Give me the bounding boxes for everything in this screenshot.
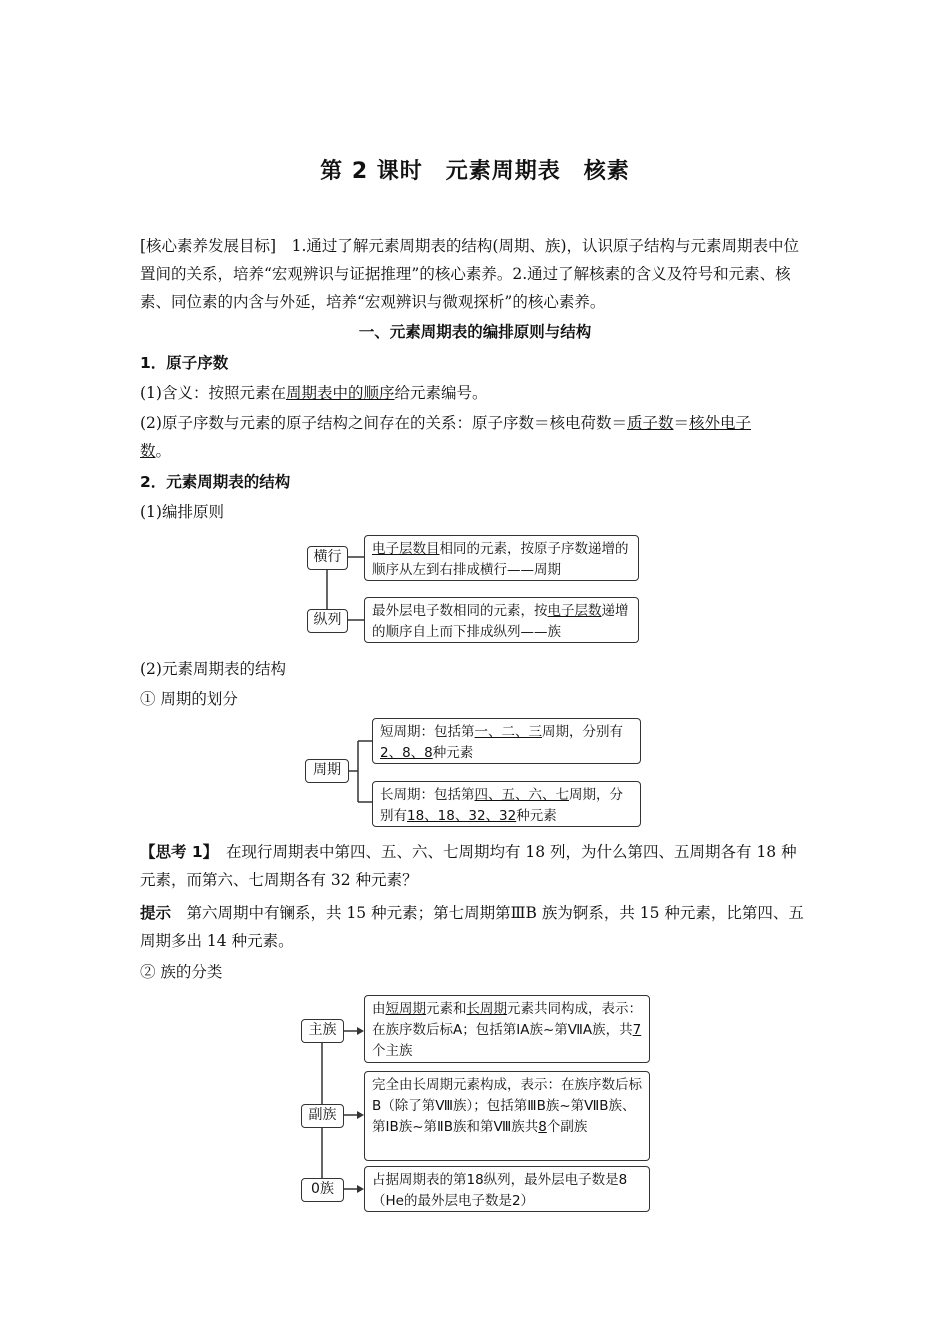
main-text: 由: [372, 1001, 386, 1017]
relation-period: 。: [155, 442, 172, 460]
core-goals-tag: [核心素养发展目标]: [140, 237, 277, 255]
short-counts-underlined: 2、8、8: [380, 745, 433, 761]
long-counts-underlined: 18、18、32、32: [407, 808, 517, 824]
hint-tag: 提示: [140, 904, 172, 922]
section-heading: 一、元素周期表的编排原则与结构: [358, 323, 592, 341]
relation-equals: ＝: [673, 414, 689, 432]
sub-text-end: 个副族: [546, 1119, 588, 1135]
table-structure-heading: 2．元素周期表的结构: [140, 473, 291, 491]
think-tag: 【思考 1】: [140, 843, 211, 861]
long-text: 长周期：包括第: [380, 787, 475, 803]
sub-group-box: [364, 1071, 650, 1161]
col-text: 最外层电子数相同的元素，按: [372, 603, 548, 619]
long-text-mid: 周期，分别有: [380, 787, 623, 824]
meaning-underlined: 周期表中的顺序: [285, 384, 395, 402]
short-text-mid: 周期，分别有: [542, 724, 623, 740]
short-periods-underlined: 一、二、三: [474, 724, 542, 740]
short-text-end: 种元素: [432, 745, 474, 761]
relation-proton-number: 质子数: [626, 414, 674, 432]
short-text: 短周期：包括第: [380, 724, 475, 740]
row-text: 相同的元素，按原子序数递增的顺序从左到右排成横行——周期: [372, 541, 629, 578]
sub-text: 完全由长周期元素构成，表示：在族序数后标B（除了第Ⅷ族）；包括第ⅢB族~第ⅦB族、第ⅠB族~第ⅡB族和第Ⅷ族共: [372, 1077, 642, 1135]
col-text-end: 递增的顺序自上而下排成纵列——族: [372, 603, 629, 640]
table-structure-subheading: (2)元素周期表的结构: [140, 660, 286, 678]
page-title: 第 2 课时 元素周期表 核素: [320, 159, 630, 184]
relation-electron-number: 核外电子: [689, 414, 752, 432]
main-text-post: 元素共同构成，表示：在族序数后标A；包括第ⅠA族~第ⅦA族，共: [372, 1001, 642, 1038]
think-text: 在现行周期表中第四、五、六、七周期均有 18 列，为什么第四、五周期各有 18 种元素，而第六、七周期各有 32 种元素？: [140, 843, 797, 889]
main-text-end: 个主族: [372, 1043, 413, 1059]
group-classification-heading: ② 族的分类: [140, 963, 223, 981]
relation-electron-number-end: 数: [140, 442, 156, 460]
zero-group-label: 0族: [301, 1178, 344, 1202]
row-label: 横行: [307, 546, 348, 570]
main-group-label: 主族: [301, 1019, 344, 1043]
zero-group-box: 占据周期表的第18纵列，最外层电子数是8（He的最外层电子数是2）: [364, 1166, 650, 1212]
sub-count-underlined: 8: [538, 1119, 547, 1135]
main-long-period-underlined: 长周期: [466, 1001, 507, 1017]
hint-text: 第六周期中有镧系，共 15 种元素；第七周期第ⅢB 族为锕系，共 15 种元素，比第四、五周期多出 14 种元素。: [140, 904, 804, 950]
col-underlined: 电子层数: [547, 603, 602, 619]
row-underlined: 电子层数目: [372, 541, 440, 557]
long-text-end: 种元素: [516, 808, 557, 824]
atomic-number-heading: 1．原子序数: [140, 354, 229, 372]
arrangement-principle: (1)编排原则: [140, 503, 224, 521]
main-text-mid: 元素和: [426, 1001, 467, 1017]
meaning-text: (1)含义：按照元素在: [140, 384, 286, 402]
sub-group-label: 副族: [301, 1104, 344, 1128]
main-short-period-underlined: 短周期: [385, 1001, 426, 1017]
main-count-underlined: 7: [632, 1022, 642, 1038]
column-label: 纵列: [307, 609, 348, 633]
core-goals-text: 1.通过了解元素周期表的结构(周期、族)，认识原子结构与元素周期表中位置间的关系，培养“宏观辨识与证据推理”的核心素养。2.通过了解核素的含义及符号和元素、核素、同位素的内含与外延，培养“宏观辨识与微观探析”的核心素养。: [140, 237, 799, 311]
period-label: 周期: [305, 759, 349, 783]
long-periods-underlined: 四、五、六、七: [474, 787, 569, 803]
main-group-box: [364, 995, 650, 1063]
relation-text: (2)原子序数与元素的原子结构之间存在的关系：原子序数＝核电荷数＝: [140, 414, 627, 432]
period-division-heading: ① 周期的划分: [140, 690, 238, 708]
meaning-text-end: 给元素编号。: [394, 384, 488, 402]
